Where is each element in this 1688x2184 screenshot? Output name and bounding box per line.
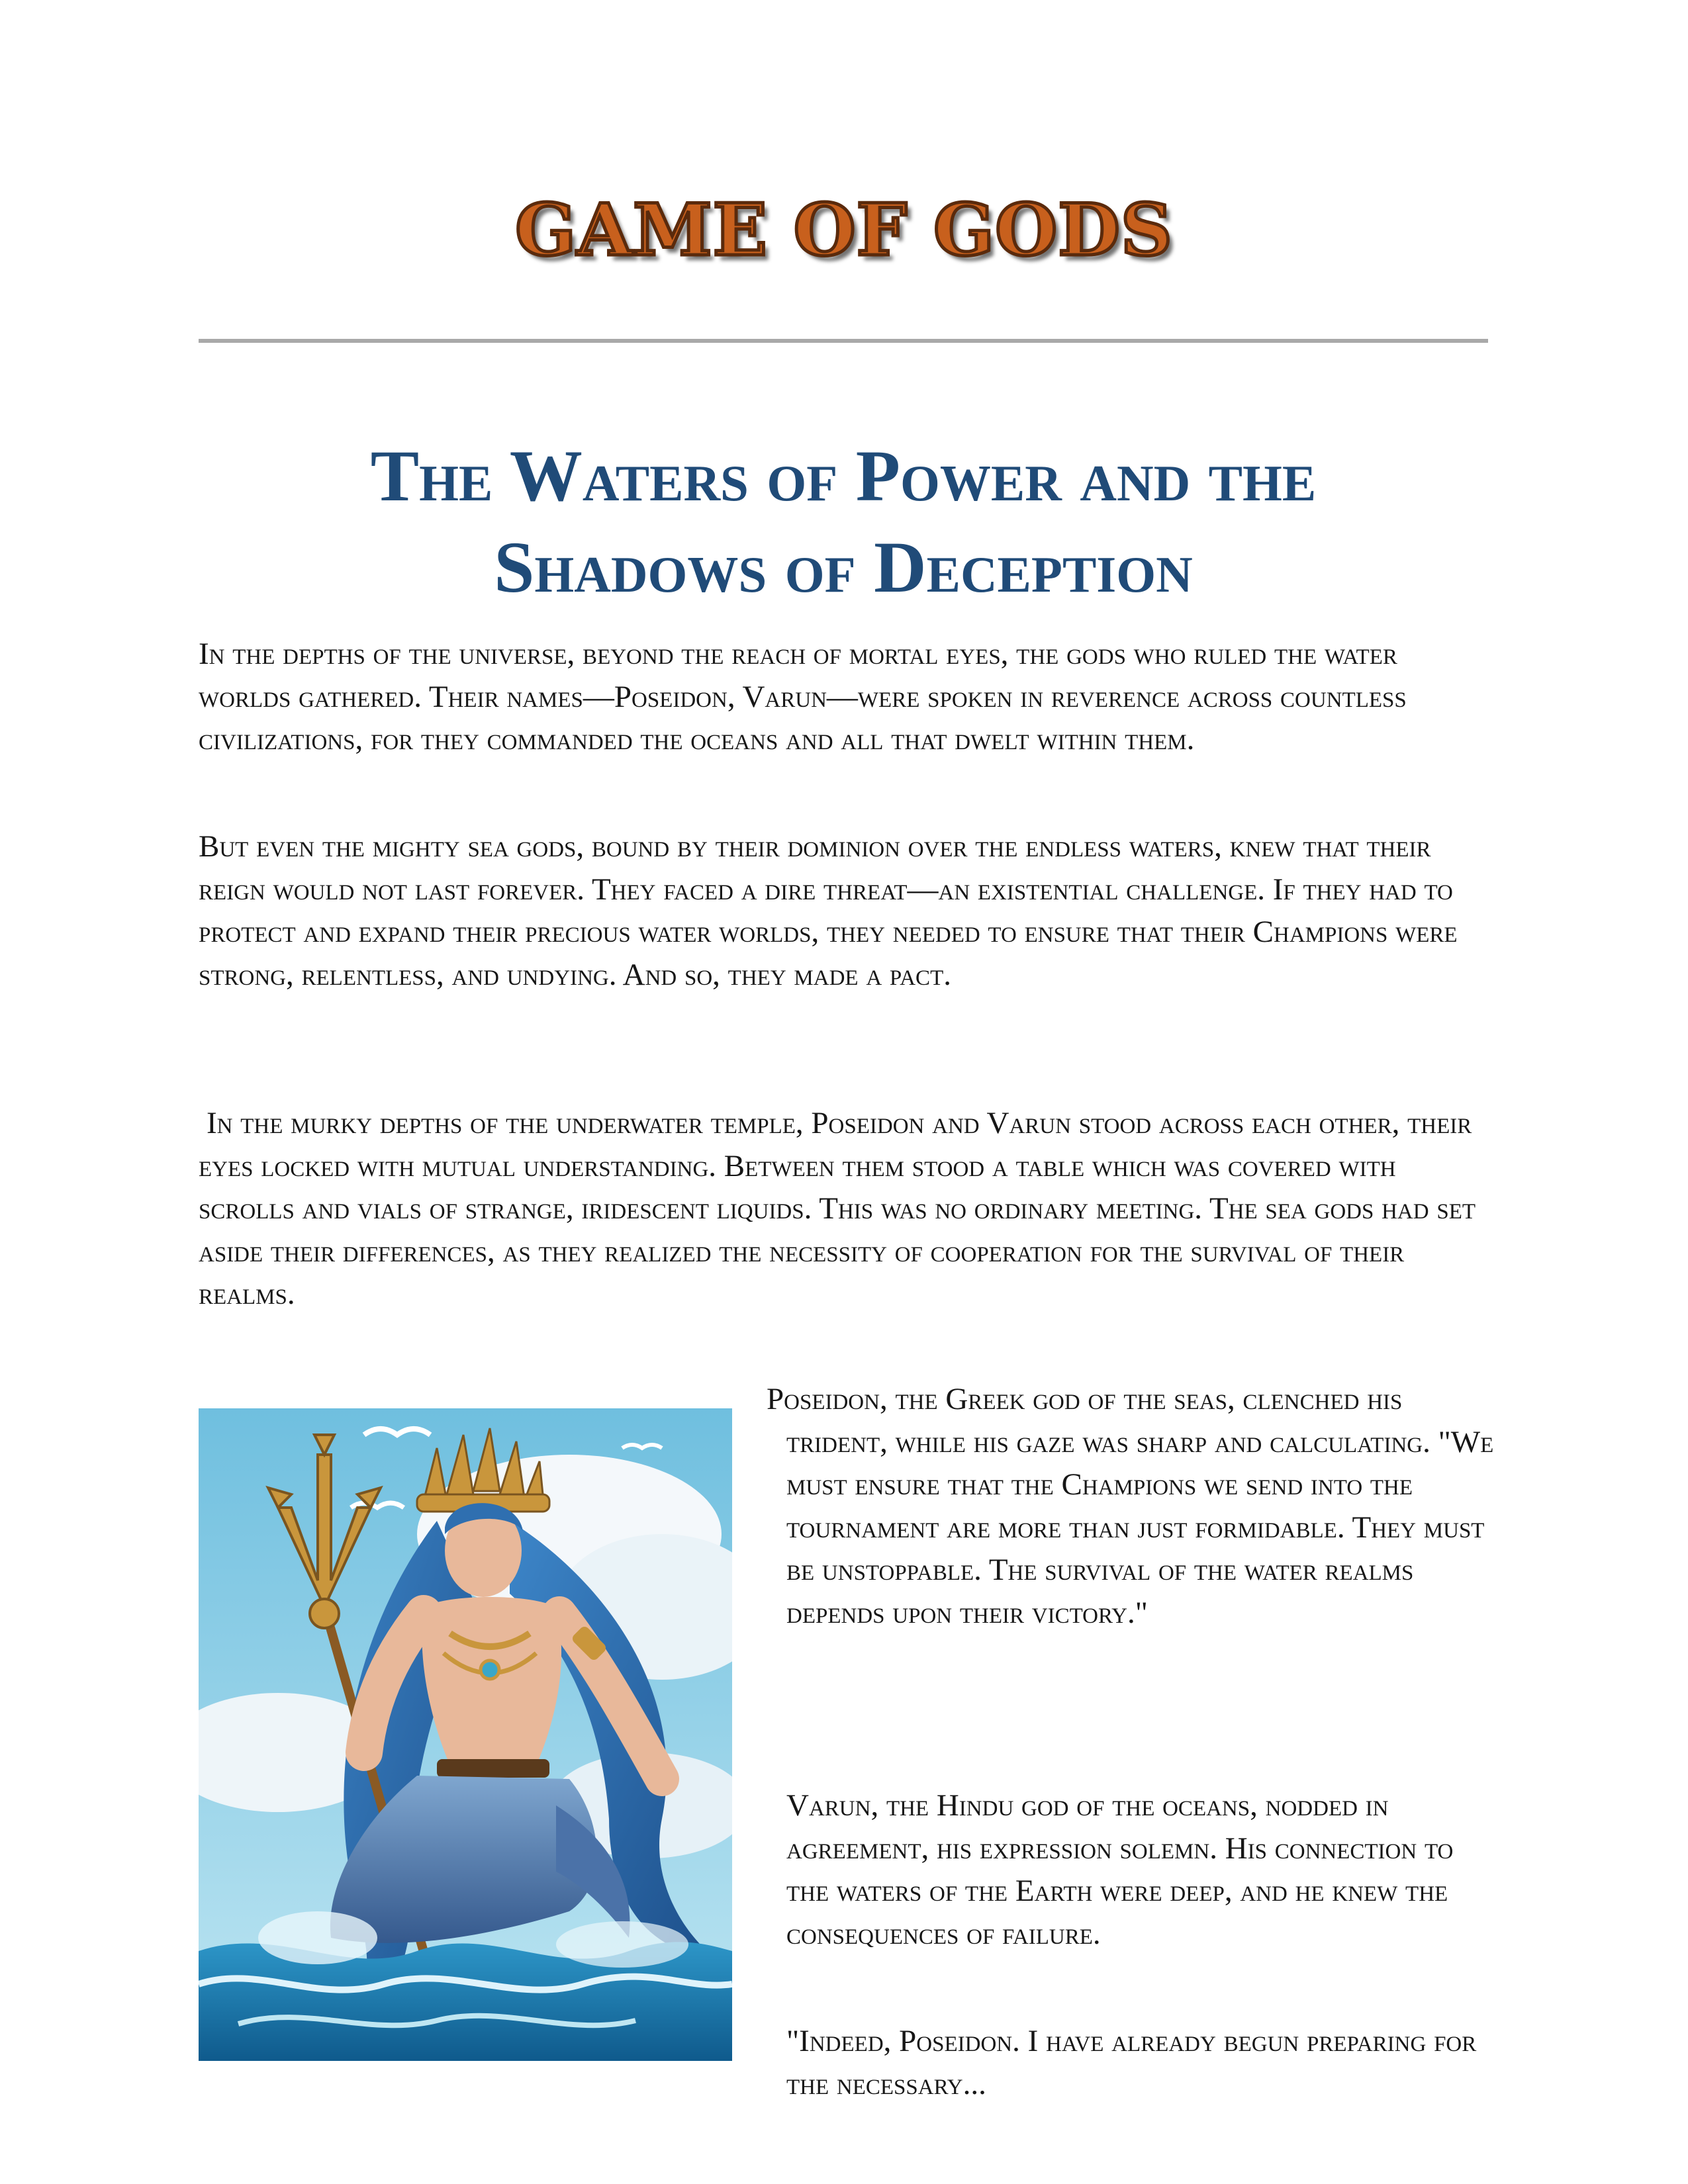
chapter-title-line-1: The Waters of Power and the <box>370 435 1317 516</box>
body-paragraph: In the murky depths of the underwater temple, Poseidon and Varun stood across each other, their eyes locked with mutual understanding. Between them stood a table which was covered with scrolls and vials of strange, iridescent liquids. This was no ordinary meeting. The sea gods had set aside their differences, as they realized the necessity of cooperation for the survival of their realms. <box>199 1106 1476 1311</box>
chapter-title <box>199 430 1488 613</box>
sea-god-illustration <box>199 1408 732 2061</box>
column-paragraph: Poseidon, the Greek god of the seas, clenched his trident, while his gaze was sharp and calculating. "We must ensure that the Champions we send into the tournament are more than just formidable. They must be unstoppable. The survival of the water realms depends upon their victory." <box>767 1382 1494 1630</box>
body-paragraph: In the depths of the universe, beyond the reach of mortal eyes, the gods who ruled the water worlds gathered. Their names—Poseidon, Varun—were spoken in reverence across countless civilizations, for they commanded the oceans and all that dwelt within them. <box>199 637 1407 756</box>
header-divider <box>199 339 1488 343</box>
chapter-title-line-2: Shadows of Deception <box>494 527 1193 608</box>
body-paragraph: But even the mighty sea gods, bound by their dominion over the endless waters, knew that their reign would not last forever. They faced a dire threat—an existential challenge. If they had to protect and expand their precious water worlds, they needed to ensure that their Champions were strong, relentless, and undying. And so, they made a pact. <box>199 829 1458 992</box>
column-paragraph: Varun, the Hindu god of the oceans, nodded in agreement, his expression solemn. His connection to the waters of the Earth were deep, and he knew the consequences of failure. <box>786 1788 1454 1951</box>
sea-god-image <box>199 1408 732 2061</box>
series-title: GAME OF GODS <box>515 189 1173 272</box>
column-paragraph: "Indeed, Poseidon. I have already begun preparing for the necessary... <box>786 2024 1477 2101</box>
